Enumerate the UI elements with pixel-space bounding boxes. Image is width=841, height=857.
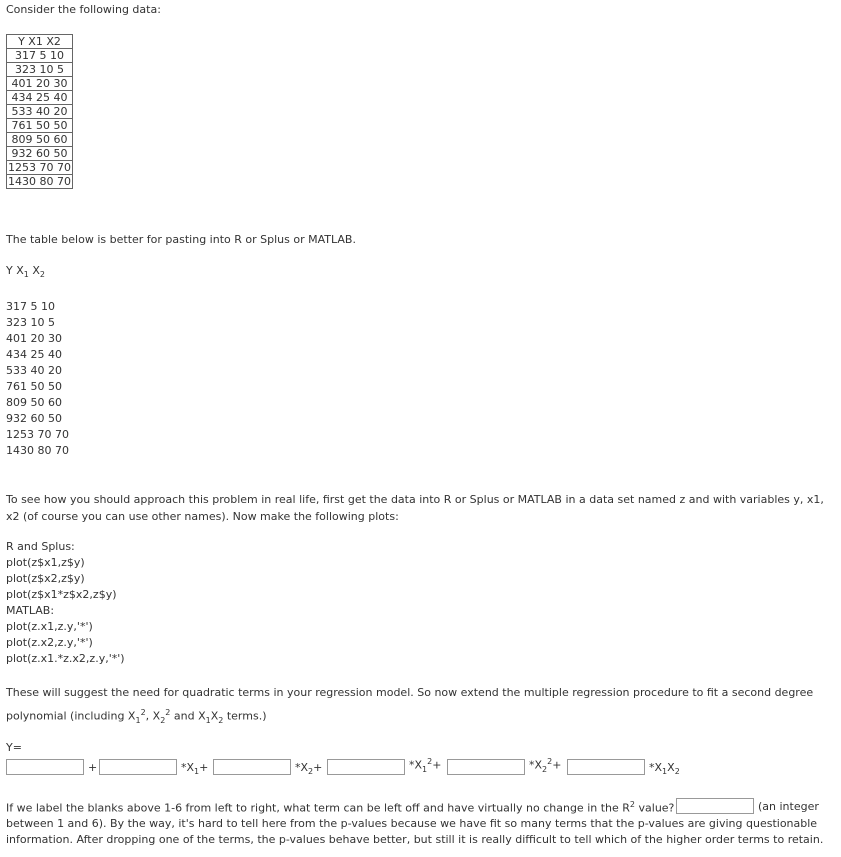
answer-input[interactable] <box>676 798 754 814</box>
matlab-code-line-1: plot(z.x1,z.y,'*') <box>6 620 93 633</box>
term-x1x2: $*X_1X_2$ <box>649 761 680 777</box>
table-header-cell: Y X1 X2 <box>7 35 73 49</box>
table-cell: 932 60 50 <box>7 147 73 161</box>
table-cell: 323 10 5 <box>7 63 73 77</box>
table-row <box>7 133 73 147</box>
plain-table-header <box>6 264 45 279</box>
blank-4-input[interactable] <box>327 759 405 775</box>
term-x1-squared: $*X_1^2+$ <box>409 757 442 774</box>
plain-header-y: Y <box>6 264 13 277</box>
plain-header-x1: $X_1$ <box>16 264 29 280</box>
plain-data-row: 1253 70 70 <box>6 428 69 441</box>
plain-data-row: 761 50 50 <box>6 380 62 393</box>
matlab-code-line-2: plot(z.x2,z.y,'*') <box>6 636 93 649</box>
plain-data-row: 809 50 60 <box>6 396 62 409</box>
table-row <box>7 105 73 119</box>
blank-1-input[interactable] <box>6 759 84 775</box>
question-paragraph: between 1 and 6). By the way, it's hard to tell here from the p-values because we have fit so many terms that the p-values are giving questionable information. After dropping one of the terms, the p-values behave better, but still it is really difficult to tell which of the higher order terms to retain. <box>6 817 824 846</box>
table-row <box>7 119 73 133</box>
table-cell: 809 50 60 <box>7 133 73 147</box>
r-splus-label: R and Splus: <box>6 540 75 553</box>
equation-label: Y= <box>6 741 22 754</box>
data-table <box>6 34 73 189</box>
plain-data-row: 434 25 40 <box>6 348 62 361</box>
plain-header-x2: $X_2$ <box>32 264 46 280</box>
table-row <box>7 91 73 105</box>
plus-sign: + <box>88 761 98 774</box>
term-x1: $*X_1+$ <box>181 761 209 777</box>
table-cell: 761 50 50 <box>7 119 73 133</box>
blank-5-input[interactable] <box>447 759 525 775</box>
table-row <box>7 63 73 77</box>
blank-2-input[interactable] <box>99 759 177 775</box>
r-code-line-2: plot(z$x2,z$y) <box>6 572 85 585</box>
blank-6-input[interactable] <box>567 759 645 775</box>
pasting-note: The table below is better for pasting into R or Splus or MATLAB. <box>6 233 356 246</box>
approach-paragraph: To see how you should approach this problem in real life, first get the data into R or Splus or MATLAB in a data set named z and with variables y, x1, x2 (of course you can use other names). Now make the following plots: <box>6 493 824 523</box>
intro-text: Consider the following data: <box>6 3 161 16</box>
table-cell: 1253 70 70 <box>8 161 71 174</box>
question-hint: (an integer <box>758 800 819 813</box>
plain-data-row: 317 5 10 <box>6 300 55 313</box>
question-line-1: If we label the blanks above 1-6 from left to right, what term can be left off and have virtually no change in the $R^2$ value? <box>6 800 675 815</box>
table-row <box>7 175 73 189</box>
table-cell: 533 40 20 <box>7 105 73 119</box>
plain-data-row: 932 60 50 <box>6 412 62 425</box>
term-x2-squared: $*X_2^2+$ <box>529 757 562 774</box>
blank-3-input[interactable] <box>213 759 291 775</box>
table-header-row <box>7 35 73 49</box>
table-cell: 401 20 30 <box>7 77 73 91</box>
table-cell: 434 25 40 <box>7 91 73 105</box>
r-code-line-1: plot(z$x1,z$y) <box>6 556 85 569</box>
table-row <box>7 49 73 63</box>
plain-data-row: 401 20 30 <box>6 332 62 345</box>
quadratic-paragraph: These will suggest the need for quadratic terms in your regression model. So now extend the multiple regression procedure to fit a second degree polynomial (including $X_1^2$, $X_2^2$ and $X_1X_2$ terms.) <box>6 686 814 725</box>
plain-data-row: 323 10 5 <box>6 316 55 329</box>
matlab-label: MATLAB: <box>6 604 55 617</box>
r-code-line-3: plot(z$x1*z$x2,z$y) <box>6 588 117 601</box>
table-row <box>7 161 73 175</box>
table-cell: 317 5 10 <box>7 49 73 63</box>
table-row <box>7 77 73 91</box>
table-cell: 1430 80 70 <box>8 175 71 188</box>
table-row <box>7 147 73 161</box>
matlab-code-line-3: plot(z.x1.*z.x2,z.y,'*') <box>6 652 125 665</box>
plain-data-row: 1430 80 70 <box>6 444 69 457</box>
term-x2: $*X_2+$ <box>295 761 323 777</box>
plain-data-row: 533 40 20 <box>6 364 62 377</box>
